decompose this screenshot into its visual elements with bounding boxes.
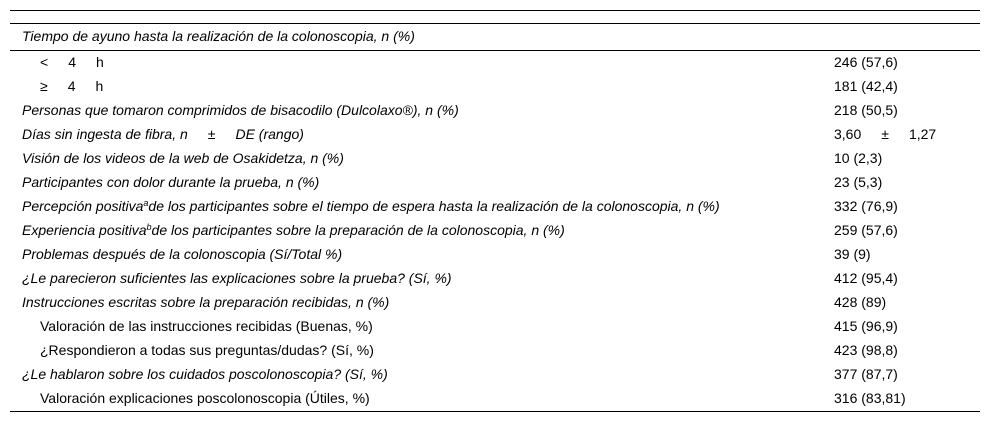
row-label: Percepción positiva$^a$de los participantes sobre el tiempo de espera hasta la realización de la colonoscopia, n (%) bbox=[22, 198, 720, 214]
row-value: 181 (42,4) bbox=[834, 78, 898, 94]
row-label: Participantes con dolor durante la prueba, n (%) bbox=[22, 174, 320, 190]
table-row bbox=[10, 387, 980, 412]
row-value: 412 (95,4) bbox=[834, 270, 898, 286]
row-label-fasting-lt4: < 4 h bbox=[40, 54, 104, 70]
row-value: 316 (83,81) bbox=[824, 387, 980, 412]
row-label: Días sin ingesta de fibra, n ± DE (rango) bbox=[22, 126, 304, 142]
row-value: 423 (98,8) bbox=[834, 342, 898, 358]
row-label: Experiencia positiva$^b$de los participantes sobre la preparación de la colonoscopia, n (%) bbox=[22, 222, 565, 238]
table-row bbox=[10, 75, 980, 99]
row-value: 259 (57,6) bbox=[834, 222, 898, 238]
table-row bbox=[10, 195, 980, 219]
table-row bbox=[10, 339, 980, 363]
row-label-fasting-ge4: ≥ 4 h bbox=[40, 78, 104, 94]
row-value: 3,60 ± 1,27 bbox=[834, 126, 937, 142]
row-label: Visión de los videos de la web de Osakidetza, n (%) bbox=[22, 150, 344, 166]
row-label: Valoración de las instrucciones recibidas (Buenas, %) bbox=[40, 318, 373, 334]
footnote-marker: b bbox=[146, 222, 152, 232]
table-row bbox=[10, 171, 980, 195]
table-row bbox=[10, 315, 980, 339]
footnote-marker: a bbox=[143, 198, 149, 208]
results-table-container bbox=[10, 10, 980, 412]
table-row bbox=[10, 291, 980, 315]
table-row bbox=[10, 99, 980, 123]
table-row bbox=[10, 243, 980, 267]
row-value: 39 (9) bbox=[834, 246, 871, 262]
row-value: 23 (5,3) bbox=[834, 174, 883, 190]
row-value: 415 (96,9) bbox=[834, 318, 898, 334]
table-row bbox=[10, 363, 980, 387]
row-label: Problemas después de la colonoscopia (Sí/Total %) bbox=[22, 246, 343, 262]
row-label: ¿Le parecieron suficientes las explicaciones sobre la prueba? (Sí, %) bbox=[22, 270, 452, 286]
table-row bbox=[10, 267, 980, 291]
row-label: ¿Respondieron a todas sus preguntas/dudas? (Sí, %) bbox=[40, 342, 374, 358]
table-row bbox=[10, 123, 980, 147]
table-header: Tiempo de ayuno hasta la realización de la colonoscopia, n (%) bbox=[10, 24, 980, 51]
row-label: Personas que tomaron comprimidos de bisacodilo (Dulcolaxo®), n (%) bbox=[22, 102, 459, 118]
row-value: 246 (57,6) bbox=[834, 54, 898, 70]
row-value: 377 (87,7) bbox=[834, 366, 898, 382]
row-label: Instrucciones escritas sobre la preparación recibidas, n (%) bbox=[22, 294, 390, 310]
row-value: 428 (89) bbox=[834, 294, 887, 310]
table-row bbox=[10, 147, 980, 171]
row-value: 332 (76,9) bbox=[834, 198, 898, 214]
row-label: ¿Le hablaron sobre los cuidados poscolonoscopia? (Sí, %) bbox=[22, 366, 388, 382]
row-value: 218 (50,5) bbox=[834, 102, 898, 118]
row-label: Valoración explicaciones poscolonoscopia (Útiles, %) bbox=[10, 387, 824, 412]
table-row bbox=[10, 219, 980, 243]
row-value: 10 (2,3) bbox=[834, 150, 883, 166]
table-header-row bbox=[10, 24, 980, 51]
results-table bbox=[10, 23, 980, 412]
table-row bbox=[10, 51, 980, 76]
